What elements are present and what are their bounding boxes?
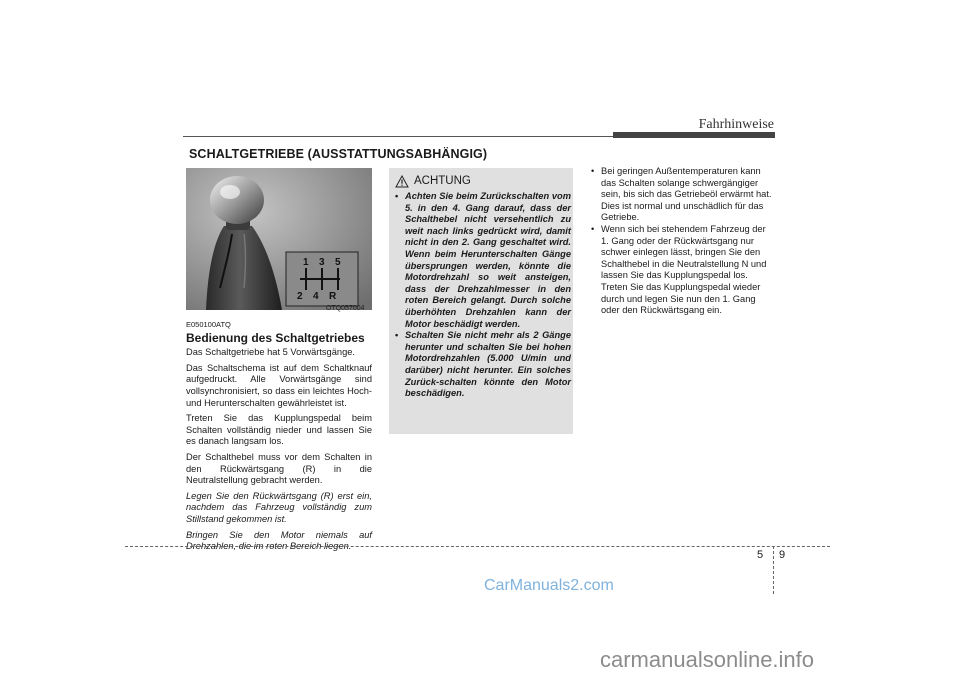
warning-box <box>389 168 573 434</box>
warning-title: ACHTUNG <box>414 175 471 187</box>
warning-item: • Achten Sie beim Zurückschalten vom 5. in den 4. Gang darauf, dass der Schalthebel nicht versehentlich zu weit nach links gedrückt wird, damit nicht in den 2. Gang geschaltet wird. Wenn beim Herunterschalten Gänge übersprungen werden, könnte die Motordrehzahl so weit ansteigen, dass der Drehzahlmesser in den roten Bereich gelangt. Durch solche überhöhten Drehzahlen kann der Motor beschädigt werden. <box>395 191 571 330</box>
gear-label-3: 3 <box>319 257 325 268</box>
gear-label-r: R <box>329 291 337 302</box>
section-code: E050100ATQ <box>186 320 231 329</box>
paragraph: Das Schaltgetriebe hat 5 Vorwärtsgänge. <box>186 347 355 358</box>
gear-shift-photo <box>186 168 372 310</box>
right-column-list <box>591 166 775 317</box>
section-title: SCHALTGETRIEBE (AUSSTATTUNGSABHÄNGIG) <box>189 147 488 161</box>
gear-label-5: 5 <box>335 257 341 268</box>
paragraph: Das Schaltschema ist auf dem Schaltknauf aufgedruckt. Alle Vorwärtsgänge sind vollsynchronisiert, so dass ein leichtes Hoch- und Herunterschalten gewährleistet ist. <box>186 362 372 408</box>
gear-label-4: 4 <box>313 291 319 302</box>
chapter-number: 5 <box>757 549 764 561</box>
footer-divider <box>773 546 774 594</box>
italic-paragraph: Bringen Sie den Motor niemals auf Drehzahlen, die im roten Bereich liegen. <box>186 529 372 552</box>
warning-triangle-icon <box>395 175 409 188</box>
gear-knob-illustration <box>186 168 372 310</box>
note-item: • Wenn sich bei stehendem Fahrzeug der 1. Gang oder der Rückwärtsgang nur schwer einlegen lässt, bringen Sie den Schalthebel in die Neutralstellung N und lassen Sie das Kupplungspedal los. Treten Sie das Kupplungspedal wieder durch und legen Sie nun den 1. Gang oder den Rückwärtsgang ein. <box>591 224 775 317</box>
watermark-carmanualsonline: carmanualsonline.info <box>600 647 815 672</box>
running-header: Fahrhinweise <box>698 117 774 132</box>
gear-label-2: 2 <box>297 291 303 302</box>
left-column <box>186 319 372 557</box>
paragraph: Treten Sie das Kupplungspedal beim Schalten vollständig nieder und lassen Sie es danach langsam los. <box>186 413 372 447</box>
subheading: Bedienung des Schaltgetriebes <box>186 330 365 345</box>
gear-label-1: 1 <box>303 257 309 268</box>
page-number: 9 <box>779 549 786 561</box>
warning-header <box>395 172 471 190</box>
figure-code: OTQ057004 <box>326 305 365 312</box>
header-rule-bar <box>613 132 775 138</box>
italic-paragraph: Legen Sie den Rückwärtsgang (R) erst ein, nachdem das Fahrzeug vollständig zum Stillstand gekommen ist. <box>186 490 372 524</box>
footer-rule <box>125 546 830 547</box>
warning-item: • Schalten Sie nicht mehr als 2 Gänge herunter und schalten Sie bei hohen Motordrehzahlen (5.000 U/min und darüber) nicht herunter. Ein solches Zurück-schalten könnte den Motor beschädigen. <box>395 330 571 400</box>
note-item: • Bei geringen Außentemperaturen kann das Schalten solange schwergängiger sein, bis sich das Getriebeöl erwärmt hat. Dies ist normal und unschädlich für das Getriebe. <box>591 166 775 224</box>
watermark-carmanuals2: CarManuals2.com <box>484 577 614 594</box>
header-rule <box>183 136 613 137</box>
warning-list <box>395 191 571 400</box>
paragraph: Der Schalthebel muss vor dem Schalten in den Rückwärtsgang (R) in die Neutralstellung gebracht werden. <box>186 451 372 486</box>
